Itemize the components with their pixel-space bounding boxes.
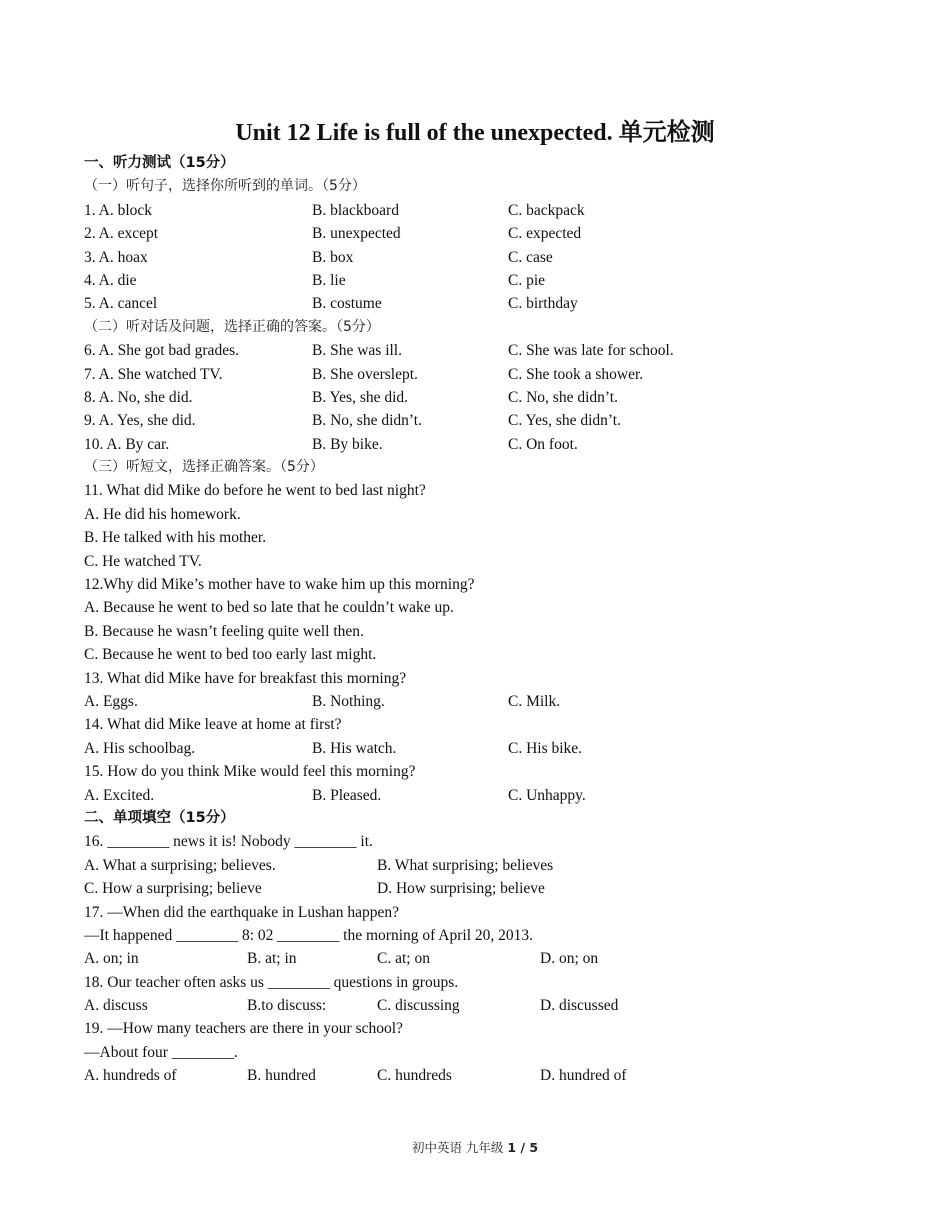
page-title: Unit 12 Life is full of the unexpected. 单元检测 [235,120,715,146]
part-heading: （二）听对话及问题，选择正确的答案。（5分） [84,318,380,335]
option-a: A. on; in [84,950,139,968]
option-b: B.to discuss: [247,997,327,1015]
question-stem: 19. —How many teachers are there in your school? [84,1020,403,1038]
option-a: 7. A. She watched TV. [84,365,223,383]
question-row [84,246,884,269]
option-c: C. Unhappy. [508,786,586,804]
option-b: B. Pleased. [312,786,382,804]
question-row [84,339,884,362]
option-a: 4. A. die [84,271,137,289]
option-b: B. By bike. [312,435,383,453]
option-b: B. at; in [247,950,297,968]
question-row [84,409,884,432]
option-b: B. No, she didn’t. [312,412,422,430]
option-c: C. case [508,248,553,266]
exam-content [84,152,884,1088]
option-b: B. He talked with his mother. [84,529,267,547]
option-c: C. backpack [508,201,585,219]
question-row [84,784,884,807]
option-c: C. pie [508,271,546,289]
question-row [84,292,884,315]
question-row [84,877,884,900]
option-b: B. costume [312,295,382,313]
option-b: B. hundred [247,1067,316,1085]
section-heading: 一、听力测试（15分） [84,155,235,171]
option-d: D. on; on [540,950,599,968]
question-row [84,363,884,386]
option-a: A. He did his homework. [84,505,241,523]
option-c: C. She was late for school. [508,342,674,360]
option-a: A. His schoolbag. [84,739,196,757]
option-a: 2. A. except [84,225,159,243]
option-a: 1. A. block [84,201,153,219]
option-c: C. She took a shower. [508,365,644,383]
option-d: D. hundred of [540,1067,627,1085]
question-stem: —About four ________. [84,1043,238,1061]
option-c: C. at; on [377,950,430,968]
question-row [84,737,884,760]
option-c: C. discussing [377,997,460,1015]
option-d: D. How surprising; believe [377,880,545,898]
option-c: C. His bike. [508,739,583,757]
question-row [84,854,884,877]
option-b: B. lie [312,271,346,289]
question-row [84,994,884,1017]
question-stem: —It happened ________ 8: 02 ________ the morning of April 20, 2013. [84,926,534,944]
option-c: C. How a surprising; believe [84,880,262,898]
option-a: A. hundreds of [84,1067,177,1085]
question-stem: 14. What did Mike leave at home at first? [84,716,342,734]
option-b: B. blackboard [312,201,399,219]
footer-label: 初中英语 九年级 [411,1140,508,1155]
option-b: B. His watch. [312,739,397,757]
option-a: A. discuss [84,997,148,1015]
question-stem: 17. —When did the earthquake in Lushan happen? [84,903,400,921]
question-stem: 11. What did Mike do before he went to bed last night? [84,482,426,500]
option-c: C. No, she didn’t. [508,388,618,406]
part-heading: （三）听短文，选择正确答案。（5分） [84,459,324,476]
option-a: A. Excited. [84,786,155,804]
option-a: 3. A. hoax [84,248,148,266]
question-stem: 18. Our teacher often asks us ________ questions in groups. [84,973,459,991]
option-a: 6. A. She got bad grades. [84,342,239,360]
question-stem: 15. How do you think Mike would feel this morning? [84,763,416,781]
question-row [84,433,884,456]
question-row [84,269,884,292]
option-a: 9. A. Yes, she did. [84,412,196,430]
option-d: D. discussed [540,997,619,1015]
option-b: B. Because he wasn’t feeling quite well then. [84,622,364,640]
option-a: 10. A. By car. [84,435,170,453]
option-c: C. Yes, she didn’t. [508,412,621,430]
option-c: C. He watched TV. [84,552,202,570]
option-c: C. On foot. [508,435,578,453]
question-row [84,690,884,713]
option-c: C. Because he went to bed too early last might. [84,646,377,664]
option-b: B. box [312,248,354,266]
option-b: B. Yes, she did. [312,388,409,406]
part-heading: （一）听句子，选择你所听到的单词。（5分） [84,178,366,195]
question-row [84,199,884,222]
option-c: C. Milk. [508,692,561,710]
option-b: B. She was ill. [312,342,402,360]
question-stem: 13. What did Mike have for breakfast this morning? [84,669,407,687]
option-a: A. Eggs. [84,692,138,710]
page-footer [0,1138,950,1156]
option-b: B. Nothing. [312,692,385,710]
section-heading: 二、单项填空（15分） [84,809,235,826]
option-c: C. expected [508,225,582,243]
option-a: A. Because he went to bed so late that he couldn’t wake up. [84,599,454,617]
option-b: B. unexpected [312,225,401,243]
question-row [84,222,884,245]
question-row [84,1064,884,1087]
question-row [84,386,884,409]
option-b: B. She overslept. [312,365,418,383]
option-c: C. birthday [508,295,578,313]
page-number: 1 / 5 [507,1140,539,1155]
option-a: 8. A. No, she did. [84,388,193,406]
option-c: C. hundreds [377,1067,452,1085]
question-stem: 16. ________ news it is! Nobody ________ it. [84,833,373,851]
option-b: B. What surprising; believes [377,856,554,874]
option-a: 5. A. cancel [84,295,158,313]
question-stem: 12.Why did Mike’s mother have to wake him up this morning? [84,576,475,594]
option-a: A. What a surprising; believes. [84,856,276,874]
question-row [84,947,884,970]
